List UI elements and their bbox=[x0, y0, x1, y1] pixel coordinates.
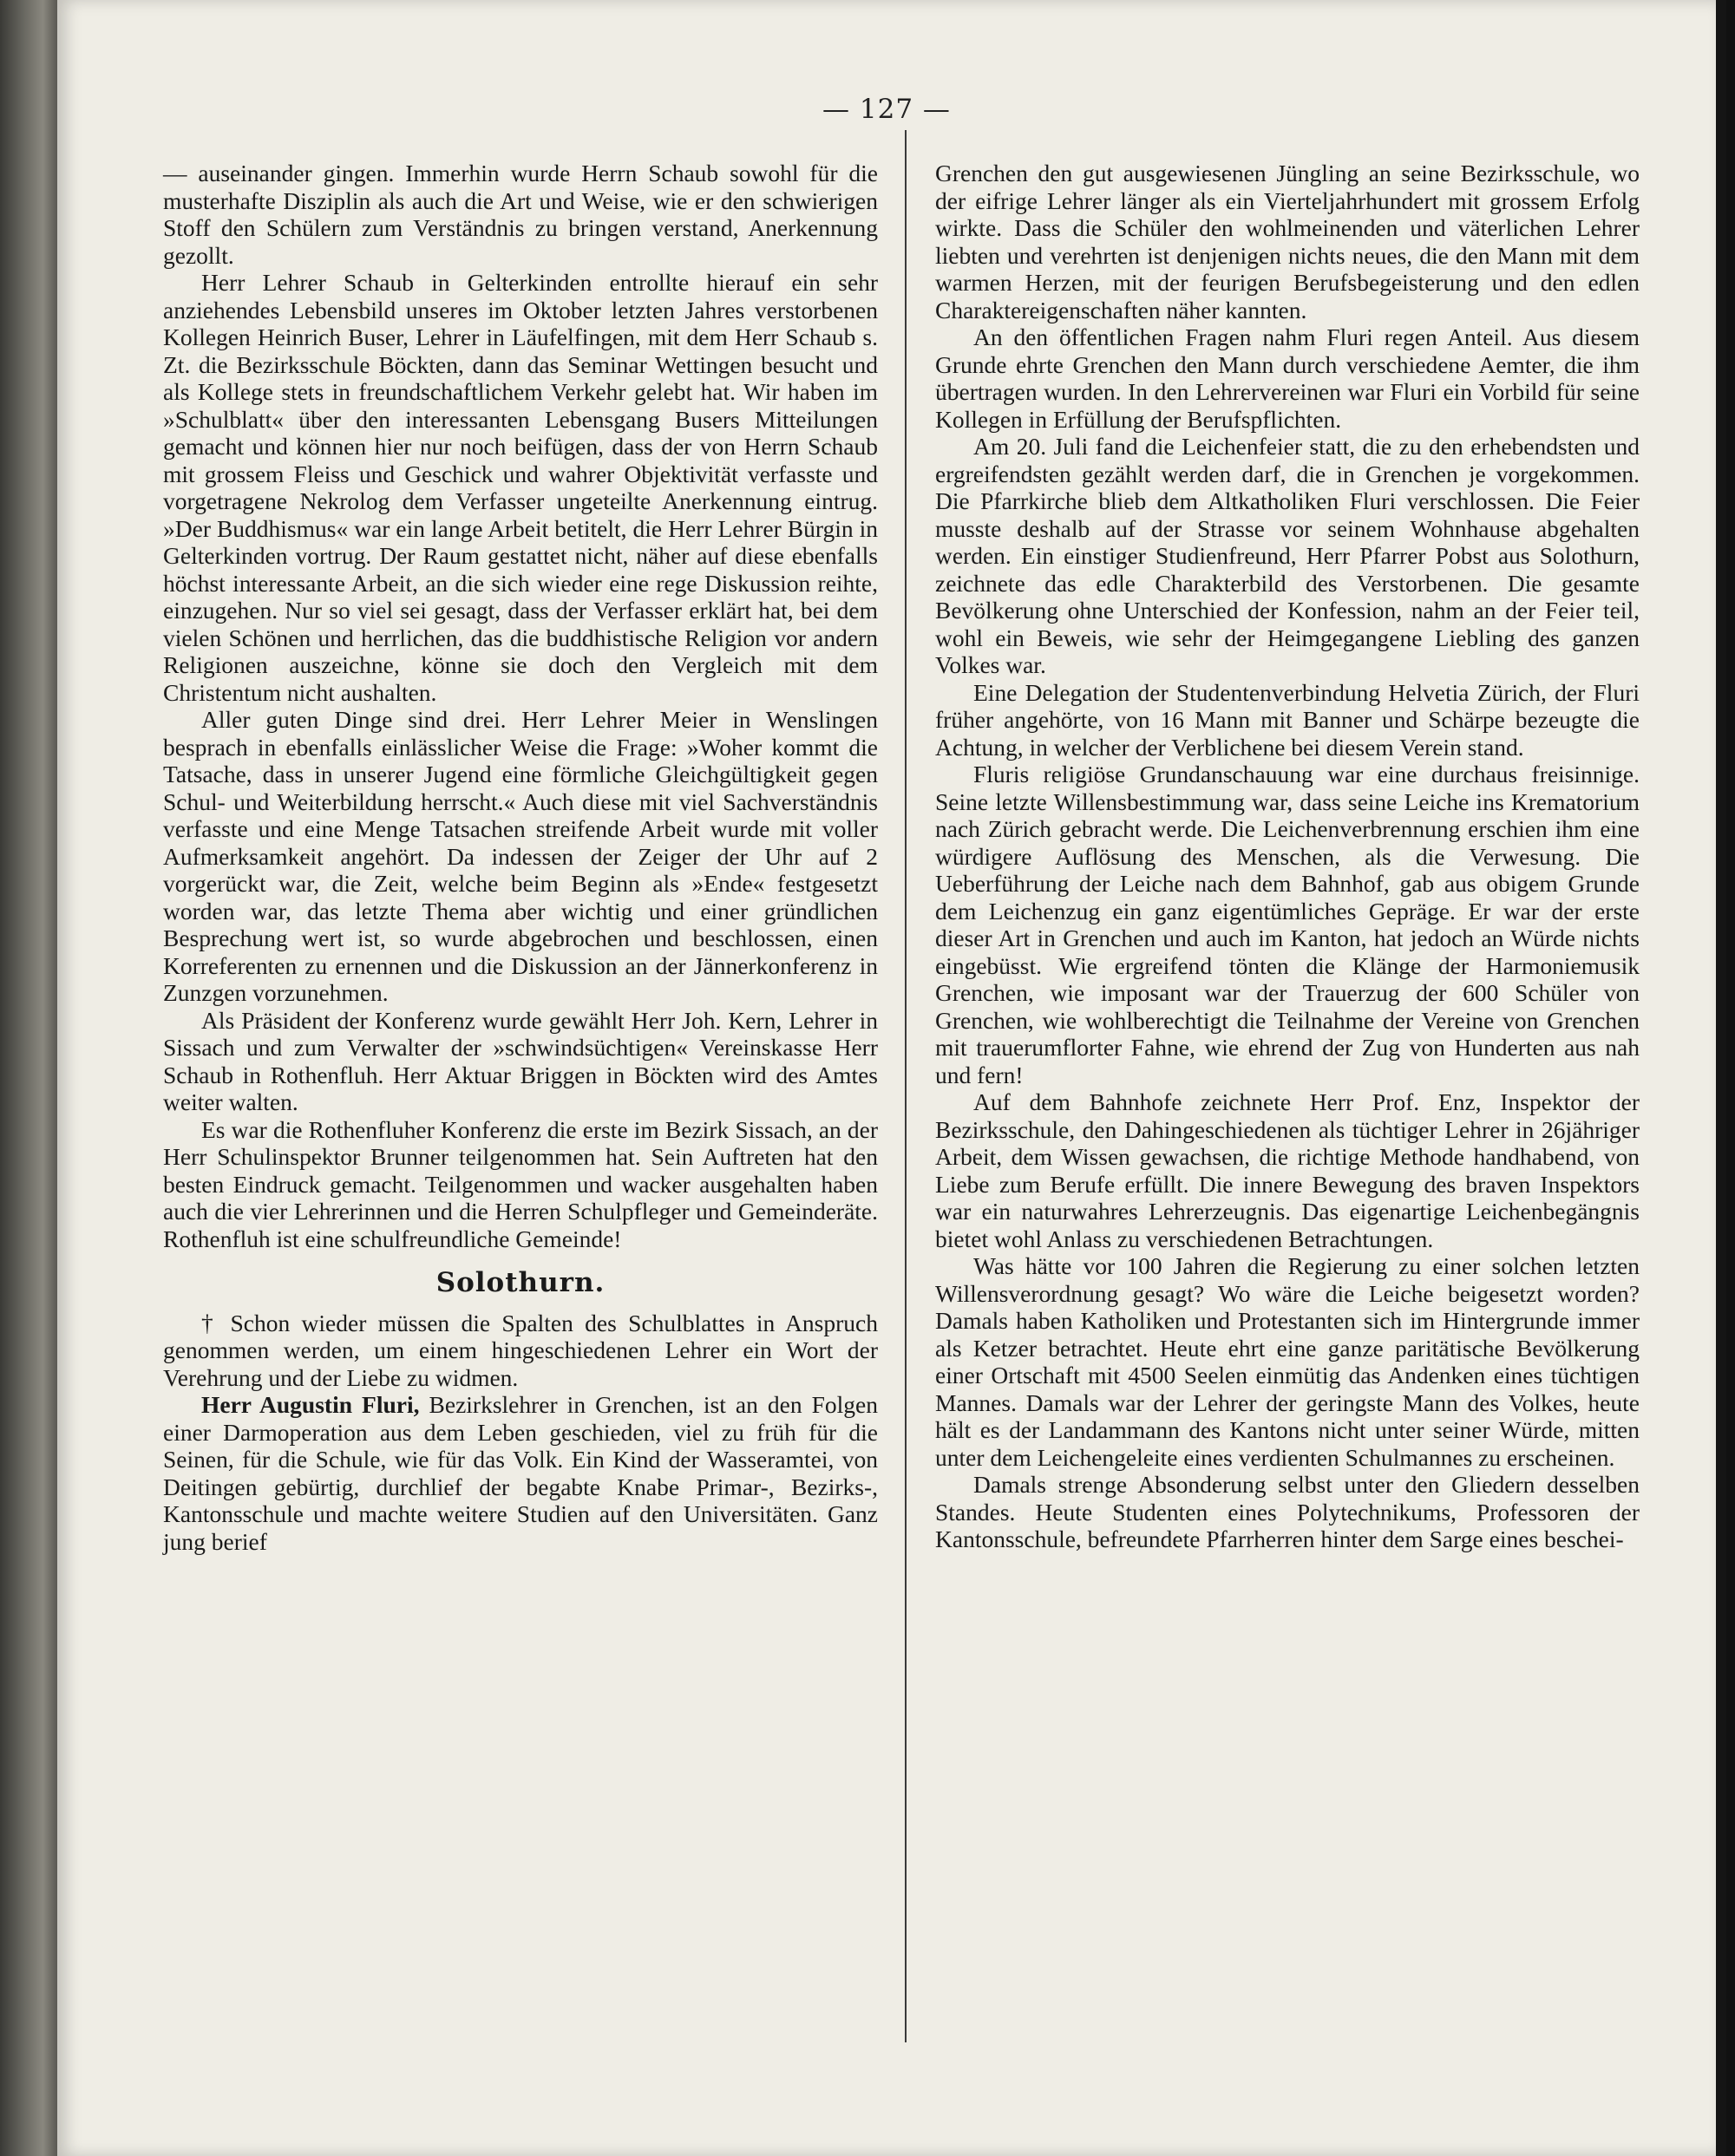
paragraph: Fluris religiöse Grundanschauung war eine durchaus freisinnige. Seine letzte Willensbestimmung war, dass seine Leiche ins Krematorium nach Zürich gebracht werde. Die Leichenverbrennung erschien ihm eine würdigere Auflösung des Menschen, als die Verwesung. Die Ueberführung der Leiche nach dem Bahnhof, gab aus obigem Grunde dem Leichenzug ein ganz eigentümliches Gepräge. Er war der erste dieser Art in Grenchen und auch im Kanton, hat jedoch an Würde nichts eingebüsst. Wie ergreifend tönten die Klänge der Harmoniemusik Grenchen, wie imposant war der Trauerzug der 600 Schüler von Grenchen, wie wohlberechtigt die Teilnahme der Vereine von Grenchen mit trauerumflorter Fahne, wie ehrend der Zug von Hunderten aus nah und fern! bbox=[935, 761, 1640, 1088]
right-column bbox=[935, 160, 1640, 1553]
scan-edge bbox=[1726, 0, 1735, 2156]
paragraph: Eine Delegation der Studentenverbindung Helvetia Zürich, der Fluri früher angehörte, von 16 Mann mit Banner und Schärpe bezeugte die Achtung, in welcher der Verblichene bei diesem Verein stand. bbox=[935, 678, 1640, 761]
paragraph: Als Präsident der Konferenz wurde gewählt Herr Joh. Kern, Lehrer in Sissach und zum Verwalter der »schwindsüchtigen« Vereinskasse Herr Schaub in Rothenfluh. Herr Aktuar Briggen in Böckten wird des Amtes weiter walten. bbox=[163, 1006, 878, 1115]
paragraph-text: Bezirkslehrer in Grenchen, ist an den Folgen einer Darmoperation aus dem Leben geschieden, viel zu früh für die Seinen, für die Schule, wie für das Volk. Ein Kind der Wasseramtei, von Deitingen gebürtig, durchlief der begabte Knabe Primar-, Bezirks-, Kantonsschule und machte weitere Studien auf den Universitäten. Ganz jung berief bbox=[163, 1391, 878, 1555]
paragraph: Am 20. Juli fand die Leichenfeier statt, die zu den erhebendsten und ergreifendsten gezählt werden darf, die in Grenchen je vorgekommen. Die Pfarrkirche blieb dem Altkatholiken Fluri verschlossen. Die Feier musste deshalb auf der Strasse vor seinem Wohnhause abgehalten werden. Ein einstiger Studienfreund, Herr Pfarrer Pobst aus Solothurn, zeichnete das edle Charakterbild des Verstorbenen. Die gesamte Bevölkerung ohne Unterschied der Konfession, nahm an der Feier teil, wohl ein Beweis, wie sehr der Heimgegangene Liebling des ganzen Volkes war. bbox=[935, 433, 1640, 678]
page-number: — 127 — bbox=[822, 94, 951, 125]
paragraph: Was hätte vor 100 Jahren die Regierung zu einer solchen letzten Willensverordnung gesagt? Wo wäre die Leiche beigesetzt worden? Damals haben Katholiken und Protestanten sich im Hintergrunde immer als Ketzer betrachtet. Heute ehrt eine ganze paritätische Bevölkerung einer Ortschaft mit 4500 Seelen einmütig das Andenken eines tüchtigen Mannes. Damals war der Lehrer der geringste Mann des Volkes, heute hält es der Landammann des Kantons nicht unter seiner Würde, mitten unter dem Leichengeleite eines verdienten Schulmannes zu erscheinen. bbox=[935, 1252, 1640, 1471]
person-name: Herr Augustin Fluri, bbox=[201, 1391, 420, 1418]
section-heading: Solothurn. bbox=[435, 1267, 606, 1298]
paragraph: † Schon wieder müssen die Spalten des Schulblattes in Anspruch genommen werden, um einem hingeschiedenen Lehrer ein Wort der Verehrung und der Liebe zu widmen. bbox=[163, 1309, 878, 1391]
left-column bbox=[163, 160, 878, 1555]
paragraph: Damals strenge Absonderung selbst unter den Gliedern desselben Standes. Heute Studenten eines Polytechnikums, Professoren der Kantonsschule, befreundete Pfarrherren hinter dem Sarge eines beschei- bbox=[935, 1471, 1640, 1552]
book-page bbox=[57, 0, 1716, 2156]
paragraph: Aller guten Dinge sind drei. Herr Lehrer Meier in Wenslingen besprach in ebenfalls einlässlicher Weise die Frage: »Woher kommt die Tatsache, dass in unserer Jugend eine förmliche Gleichgültigkeit gegen Schul- und Weiterbildung herrscht.« Auch diese mit viel Sachverständnis verfasste und eine Menge Tatsachen streifende Arbeit wurde mit voller Aufmerksamkeit angehört. Da indessen der Zeiger der Uhr auf 2 vorgerückt war, die Zeit, welche beim Beginn als »Ende« festgesetzt worden war, das letzte Thema aber wichtig und einer gründlichen Besprechung wert ist, so wurde abgebrochen und beschlossen, einen Korreferenten zu ernennen und die Diskussion an der Jännerkonferenz in Zunzgen vorzunehmen. bbox=[163, 706, 878, 1006]
paragraph: Es war die Rothenfluher Konferenz die erste im Bezirk Sissach, an der Herr Schulinspektor Brunner teilgenommen hat. Sein Auftreten hat den besten Eindruck gemacht. Teilgenommen und wacker ausgehalten haben auch die vier Lehrerinnen und die Herren Schulpfleger und Gemeinderäte. Rothenfluh ist eine schulfreundliche Gemeinde! bbox=[163, 1115, 878, 1252]
column-divider bbox=[905, 130, 907, 2042]
paragraph: An den öffentlichen Fragen nahm Fluri regen Anteil. Aus diesem Grunde ehrte Grenchen den Mann durch verschiedene Aemter, die ihm übertragen wurden. In den Lehrervereinen war Fluri ein Vorbild für seine Kollegen in Erfüllung der Berufspflichten. bbox=[935, 323, 1640, 433]
paragraph bbox=[163, 1391, 878, 1555]
paragraph: — auseinander gingen. Immerhin wurde Herrn Schaub sowohl für die musterhafte Disziplin als auch die Art und Weise, wie er den schwierigen Stoff den Schülern zum Verständnis zu bringen verstand, Anerkennung gezollt. bbox=[163, 160, 878, 269]
previous-page-edge bbox=[0, 0, 57, 2156]
paragraph: Herr Lehrer Schaub in Gelterkinden entrollte hierauf ein sehr anziehendes Lebensbild unseres im Oktober letzten Jahres verstorbenen Kollegen Heinrich Buser, Lehrer in Läufelfingen, mit dem Herr Schaub s. Zt. die Bezirksschule Böckten, dann das Seminar Wettingen besucht und als Kollege stets in freundschaftlichem Verkehr gelebt hat. Wir haben im »Schulblatt« über den interessanten Lebensgang Busers Mitteilungen gemacht und können hier nur noch beifügen, dass der von Herrn Schaub mit grossem Fleiss und Geschick und wahrer Objektivität verfasste und vorgetragene Nekrolog dem Verfasser ungeteilte Anerkennung eintrug. »Der Buddhismus« war ein lange Arbeit betitelt, die Herr Lehrer Bürgin in Gelterkinden vortrug. Der Raum gestattet nicht, näher auf diese ebenfalls höchst interessante Arbeit, an die sich wieder eine rege Diskussion reihte, einzugehen. Nur so viel sei gesagt, dass der Verfasser erklärt hat, bei dem vielen Schönen und herrlichen, das die buddhistische Religion vor andern Religionen auszeichne, könne sie doch den Vergleich mit dem Christentum nicht aushalten. bbox=[163, 269, 878, 706]
paragraph: Grenchen den gut ausgewiesenen Jüngling an seine Bezirksschule, wo der eifrige Lehrer länger als ein Vierteljahrhundert mit grossem Erfolg wirkte. Dass die Schüler den wohlmeinenden und väterlichen Lehrer liebten und verehrten ist denjenigen nichts neues, die den Mann mit dem warmen Herzen, mit der feurigen Berufsbegeisterung und den edlen Charaktereigenschaften näher kannten. bbox=[935, 160, 1640, 323]
paragraph: Auf dem Bahnhofe zeichnete Herr Prof. Enz, Inspektor der Bezirksschule, den Dahingeschiedenen als tüchtiger Lehrer in 26jähriger Arbeit, dem Wissen gewachsen, die richtige Methode handhabend, von Liebe zum Berufe erfüllt. Die innere Bewegung des braven Inspektors war ein naturwahres Lehrerzeugnis. Das eigenartige Leichenbegängnis bietet wohl Anlass zu verschiedenen Betrachtungen. bbox=[935, 1088, 1640, 1252]
